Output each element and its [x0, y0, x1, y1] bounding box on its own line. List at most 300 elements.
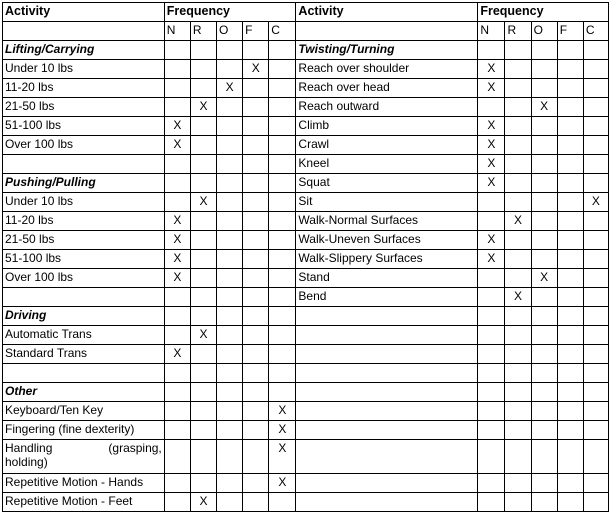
frequency-mark-cell [190, 345, 216, 364]
frequency-mark-cell [531, 493, 557, 512]
frequency-mark-cell [243, 250, 269, 269]
frequency-mark-cell [243, 231, 269, 250]
frequency-mark-cell [557, 193, 583, 212]
blank-cell [296, 421, 478, 440]
frequency-mark-cell [217, 440, 243, 474]
frequency-mark-cell [478, 440, 505, 474]
activity-label [3, 440, 165, 474]
blank-cell [296, 326, 478, 345]
frequency-mark-cell [531, 364, 557, 383]
frequency-mark-cell [164, 440, 190, 474]
frequency-mark-cell [531, 117, 557, 136]
frequency-mark-cell: X [531, 269, 557, 288]
activity-label: Squat [296, 174, 478, 193]
frequency-mark-cell [557, 402, 583, 421]
table-row [3, 231, 609, 250]
frequency-mark-cell [217, 41, 243, 60]
frequency-mark-cell [190, 155, 216, 174]
frequency-mark-cell [505, 193, 531, 212]
frequency-mark-cell [164, 155, 190, 174]
frequency-mark-cell [583, 402, 608, 421]
frequency-mark-cell [557, 326, 583, 345]
frequency-mark-cell [505, 250, 531, 269]
frequency-mark-cell: X [478, 250, 505, 269]
activity-label: Reach over head [296, 79, 478, 98]
frequency-mark-cell [243, 193, 269, 212]
frequency-mark-cell [531, 60, 557, 79]
frequency-mark-cell [478, 193, 505, 212]
activity-label: 51-100 lbs [3, 250, 165, 269]
section-heading: Pushing/Pulling [3, 174, 165, 193]
frequency-mark-cell [478, 288, 505, 307]
blank-cell [296, 383, 478, 402]
frequency-mark-cell [164, 493, 190, 512]
activity-label-line [5, 441, 162, 455]
frequency-mark-cell [243, 326, 269, 345]
frequency-mark-cell [478, 269, 505, 288]
frequency-mark-cell [531, 421, 557, 440]
frequency-mark-cell [190, 174, 216, 193]
code-o-left: O [217, 22, 243, 41]
frequency-mark-cell [531, 41, 557, 60]
frequency-mark-cell [190, 212, 216, 231]
frequency-mark-cell [478, 493, 505, 512]
frequency-mark-cell [505, 421, 531, 440]
frequency-mark-cell [583, 345, 608, 364]
activity-label-word: Handling [5, 441, 53, 455]
frequency-mark-cell [583, 231, 608, 250]
activity-label-word: (grasping, [108, 441, 162, 455]
frequency-mark-cell [505, 402, 531, 421]
frequency-mark-cell [505, 136, 531, 155]
frequency-mark-cell [243, 307, 269, 326]
frequency-mark-cell: X [505, 288, 531, 307]
frequency-mark-cell [243, 345, 269, 364]
frequency-mark-cell [243, 136, 269, 155]
frequency-mark-cell [557, 117, 583, 136]
frequency-mark-cell [583, 364, 608, 383]
frequency-mark-cell [269, 231, 296, 250]
frequency-mark-cell [505, 474, 531, 493]
frequency-mark-cell [164, 421, 190, 440]
frequency-mark-cell [583, 79, 608, 98]
table-row [3, 174, 609, 193]
frequency-mark-cell: X [478, 79, 505, 98]
activity-label: Under 10 lbs [3, 60, 165, 79]
frequency-mark-cell [190, 364, 216, 383]
blank-cell [296, 364, 478, 383]
frequency-mark-cell [557, 136, 583, 155]
frequency-mark-cell [557, 269, 583, 288]
frequency-mark-cell [531, 155, 557, 174]
frequency-mark-cell [190, 117, 216, 136]
frequency-mark-cell [243, 155, 269, 174]
frequency-mark-cell [243, 493, 269, 512]
frequency-mark-cell [164, 326, 190, 345]
activity-label: 21-50 lbs [3, 231, 165, 250]
blank-cell [3, 364, 165, 383]
header-row [3, 3, 609, 22]
table-row [3, 402, 609, 421]
frequency-mark-cell [269, 250, 296, 269]
table-row [3, 155, 609, 174]
frequency-mark-cell [190, 402, 216, 421]
frequency-mark-cell [557, 364, 583, 383]
frequency-mark-cell [269, 79, 296, 98]
frequency-mark-cell [505, 493, 531, 512]
frequency-mark-cell [190, 79, 216, 98]
frequency-mark-cell [557, 60, 583, 79]
frequency-mark-cell [557, 98, 583, 117]
frequency-mark-cell [505, 269, 531, 288]
table-row [3, 345, 609, 364]
frequency-mark-cell [505, 79, 531, 98]
frequency-mark-cell [557, 474, 583, 493]
frequency-mark-cell [531, 402, 557, 421]
code-r-right: R [505, 22, 531, 41]
frequency-mark-cell [269, 212, 296, 231]
frequency-mark-cell [190, 288, 216, 307]
frequency-mark-cell [583, 212, 608, 231]
frequency-mark-cell [217, 250, 243, 269]
frequency-mark-cell [164, 79, 190, 98]
table-row [3, 60, 609, 79]
frequency-mark-cell: X [164, 117, 190, 136]
table-row [3, 493, 609, 512]
code-c-right: C [583, 22, 608, 41]
frequency-mark-cell [217, 136, 243, 155]
frequency-mark-cell [505, 41, 531, 60]
section-heading: Driving [3, 307, 165, 326]
frequency-mark-cell [531, 326, 557, 345]
frequency-mark-cell [478, 41, 505, 60]
frequency-mark-cell [190, 383, 216, 402]
table-row [3, 326, 609, 345]
frequency-mark-cell [217, 474, 243, 493]
frequency-mark-cell: X [243, 60, 269, 79]
frequency-mark-cell [217, 364, 243, 383]
frequency-mark-cell [478, 307, 505, 326]
code-c-left: C [269, 22, 296, 41]
frequency-mark-cell [531, 193, 557, 212]
frequency-mark-cell [164, 402, 190, 421]
frequency-mark-cell [505, 155, 531, 174]
activity-label: Walk-Slippery Surfaces [296, 250, 478, 269]
code-f-right: F [557, 22, 583, 41]
frequency-mark-cell [164, 41, 190, 60]
frequency-mark-cell: X [478, 155, 505, 174]
frequency-mark-cell [269, 136, 296, 155]
frequency-mark-cell [190, 307, 216, 326]
frequency-mark-cell: X [164, 231, 190, 250]
activity-label: Walk-Uneven Surfaces [296, 231, 478, 250]
frequency-mark-cell [217, 326, 243, 345]
frequency-mark-cell [164, 60, 190, 79]
frequency-mark-cell [164, 288, 190, 307]
code-spacer-left [3, 22, 165, 41]
frequency-mark-cell: X [164, 250, 190, 269]
section-heading: Other [3, 383, 165, 402]
frequency-mark-cell [505, 364, 531, 383]
frequency-mark-cell: X [217, 79, 243, 98]
frequency-mark-cell [269, 345, 296, 364]
frequency-mark-cell [164, 383, 190, 402]
frequency-mark-cell [505, 60, 531, 79]
frequency-mark-cell: X [190, 326, 216, 345]
frequency-mark-cell [269, 174, 296, 193]
frequency-mark-cell [217, 212, 243, 231]
frequency-mark-cell [164, 193, 190, 212]
frequency-mark-cell [583, 421, 608, 440]
frequency-mark-cell [583, 117, 608, 136]
frequency-mark-cell [243, 402, 269, 421]
code-spacer-right [296, 22, 478, 41]
frequency-mark-cell [531, 250, 557, 269]
frequency-mark-cell [190, 421, 216, 440]
frequency-mark-cell [583, 288, 608, 307]
frequency-mark-cell [243, 440, 269, 474]
frequency-mark-cell [583, 383, 608, 402]
frequency-mark-cell [478, 326, 505, 345]
activity-label: Reach over shoulder [296, 60, 478, 79]
frequency-mark-cell [557, 345, 583, 364]
activity-label: Fingering (fine dexterity) [3, 421, 165, 440]
frequency-mark-cell [478, 212, 505, 231]
frequency-mark-cell [217, 383, 243, 402]
frequency-mark-cell [505, 326, 531, 345]
activity-label: Crawl [296, 136, 478, 155]
activity-label: 51-100 lbs [3, 117, 165, 136]
frequency-mark-cell [269, 98, 296, 117]
frequency-header-left: Frequency [164, 3, 296, 22]
frequency-mark-cell [557, 288, 583, 307]
frequency-mark-cell [243, 269, 269, 288]
frequency-mark-cell: X [478, 231, 505, 250]
table-row [3, 212, 609, 231]
activity-label: Repetitive Motion - Feet [3, 493, 165, 512]
activity-header-right: Activity [296, 3, 478, 22]
frequency-mark-cell [531, 474, 557, 493]
activity-label: Keyboard/Ten Key [3, 402, 165, 421]
table-row [3, 364, 609, 383]
frequency-mark-cell [583, 174, 608, 193]
frequency-mark-cell: X [583, 193, 608, 212]
frequency-mark-cell: X [164, 345, 190, 364]
frequency-mark-cell [243, 288, 269, 307]
table-row [3, 307, 609, 326]
frequency-mark-cell [269, 60, 296, 79]
activity-label: 11-20 lbs [3, 212, 165, 231]
frequency-mark-cell [583, 155, 608, 174]
frequency-mark-cell [243, 117, 269, 136]
frequency-mark-cell: X [190, 98, 216, 117]
table-row [3, 79, 609, 98]
frequency-mark-cell [478, 421, 505, 440]
blank-cell [296, 345, 478, 364]
frequency-mark-cell [190, 250, 216, 269]
frequency-mark-cell [164, 98, 190, 117]
activity-label: Climb [296, 117, 478, 136]
frequency-mark-cell [190, 474, 216, 493]
frequency-mark-cell [583, 307, 608, 326]
frequency-mark-cell [531, 79, 557, 98]
frequency-mark-cell [164, 174, 190, 193]
frequency-mark-cell [217, 307, 243, 326]
table-row [3, 117, 609, 136]
frequency-mark-cell [557, 493, 583, 512]
frequency-mark-cell [217, 117, 243, 136]
table-body [3, 3, 609, 512]
frequency-mark-cell [243, 421, 269, 440]
frequency-mark-cell [217, 402, 243, 421]
frequency-mark-cell: X [190, 493, 216, 512]
section-heading: Twisting/Turning [296, 41, 478, 60]
frequency-mark-cell [217, 345, 243, 364]
frequency-mark-cell [531, 345, 557, 364]
frequency-mark-cell [557, 174, 583, 193]
section-heading: Lifting/Carrying [3, 41, 165, 60]
frequency-mark-cell [269, 155, 296, 174]
frequency-mark-cell [505, 345, 531, 364]
frequency-mark-cell [217, 421, 243, 440]
blank-cell [3, 155, 165, 174]
table-row [3, 250, 609, 269]
frequency-mark-cell [478, 345, 505, 364]
frequency-mark-cell [243, 364, 269, 383]
frequency-mark-cell [478, 383, 505, 402]
blank-cell [296, 474, 478, 493]
activity-label: Over 100 lbs [3, 269, 165, 288]
activity-label: 11-20 lbs [3, 79, 165, 98]
frequency-mark-cell [269, 193, 296, 212]
frequency-mark-cell: X [269, 421, 296, 440]
frequency-mark-cell [557, 250, 583, 269]
frequency-mark-cell [269, 117, 296, 136]
code-f-left: F [243, 22, 269, 41]
frequency-mark-cell [531, 231, 557, 250]
frequency-mark-cell [164, 474, 190, 493]
frequency-mark-cell [557, 307, 583, 326]
physical-demands-table [2, 2, 609, 512]
code-r-left: R [190, 22, 216, 41]
frequency-mark-cell [505, 174, 531, 193]
activity-label: Automatic Trans [3, 326, 165, 345]
frequency-mark-cell [243, 383, 269, 402]
frequency-mark-cell [531, 383, 557, 402]
table-row [3, 383, 609, 402]
table-row [3, 136, 609, 155]
table-row [3, 41, 609, 60]
frequency-mark-cell [243, 41, 269, 60]
frequency-mark-cell [583, 41, 608, 60]
frequency-mark-cell: X [164, 269, 190, 288]
frequency-mark-cell [269, 326, 296, 345]
table-row [3, 474, 609, 493]
activity-label: 21-50 lbs [3, 98, 165, 117]
frequency-mark-cell: X [269, 474, 296, 493]
frequency-mark-cell [217, 193, 243, 212]
activity-label: Reach outward [296, 98, 478, 117]
activity-label: Bend [296, 288, 478, 307]
frequency-mark-cell: X [164, 212, 190, 231]
frequency-mark-cell [531, 288, 557, 307]
frequency-mark-cell [190, 269, 216, 288]
frequency-mark-cell [217, 98, 243, 117]
frequency-mark-cell [217, 288, 243, 307]
table-row [3, 421, 609, 440]
frequency-mark-cell: X [505, 212, 531, 231]
frequency-mark-cell [557, 79, 583, 98]
frequency-mark-cell [269, 41, 296, 60]
frequency-mark-cell [164, 364, 190, 383]
frequency-mark-cell [583, 269, 608, 288]
frequency-mark-cell [478, 98, 505, 117]
activity-label: Standard Trans [3, 345, 165, 364]
table-row [3, 269, 609, 288]
blank-cell [3, 288, 165, 307]
table-row [3, 193, 609, 212]
frequency-mark-cell: X [478, 60, 505, 79]
blank-cell [296, 440, 478, 474]
frequency-mark-cell [217, 231, 243, 250]
frequency-mark-cell [243, 79, 269, 98]
activity-label: Over 100 lbs [3, 136, 165, 155]
frequency-mark-cell [190, 136, 216, 155]
frequency-mark-cell [505, 231, 531, 250]
frequency-mark-cell [505, 383, 531, 402]
frequency-mark-cell [505, 440, 531, 474]
frequency-mark-cell [505, 307, 531, 326]
table-row [3, 98, 609, 117]
frequency-mark-cell [583, 474, 608, 493]
frequency-mark-cell [217, 155, 243, 174]
frequency-mark-cell [269, 288, 296, 307]
frequency-mark-cell [190, 60, 216, 79]
activity-label: Stand [296, 269, 478, 288]
frequency-mark-cell [269, 383, 296, 402]
frequency-mark-cell [557, 383, 583, 402]
frequency-mark-cell [557, 41, 583, 60]
frequency-mark-cell [269, 493, 296, 512]
frequency-mark-cell [583, 440, 608, 474]
code-n-right: N [478, 22, 505, 41]
frequency-mark-cell [557, 421, 583, 440]
frequency-mark-cell [190, 41, 216, 60]
frequency-mark-cell: X [478, 174, 505, 193]
frequency-mark-cell: X [269, 440, 296, 474]
activity-label-line: holding) [5, 455, 48, 469]
code-row [3, 22, 609, 41]
frequency-mark-cell [583, 250, 608, 269]
frequency-mark-cell [505, 117, 531, 136]
frequency-mark-cell [531, 307, 557, 326]
frequency-mark-cell [557, 155, 583, 174]
blank-cell [296, 307, 478, 326]
blank-cell [296, 493, 478, 512]
frequency-mark-cell [190, 231, 216, 250]
activity-label: Walk-Normal Surfaces [296, 212, 478, 231]
frequency-mark-cell [478, 474, 505, 493]
frequency-mark-cell [243, 98, 269, 117]
frequency-mark-cell [531, 136, 557, 155]
frequency-mark-cell [269, 307, 296, 326]
frequency-mark-cell [217, 174, 243, 193]
activity-label: Under 10 lbs [3, 193, 165, 212]
frequency-mark-cell [583, 136, 608, 155]
frequency-mark-cell [583, 493, 608, 512]
code-n-left: N [164, 22, 190, 41]
activity-label: Repetitive Motion - Hands [3, 474, 165, 493]
